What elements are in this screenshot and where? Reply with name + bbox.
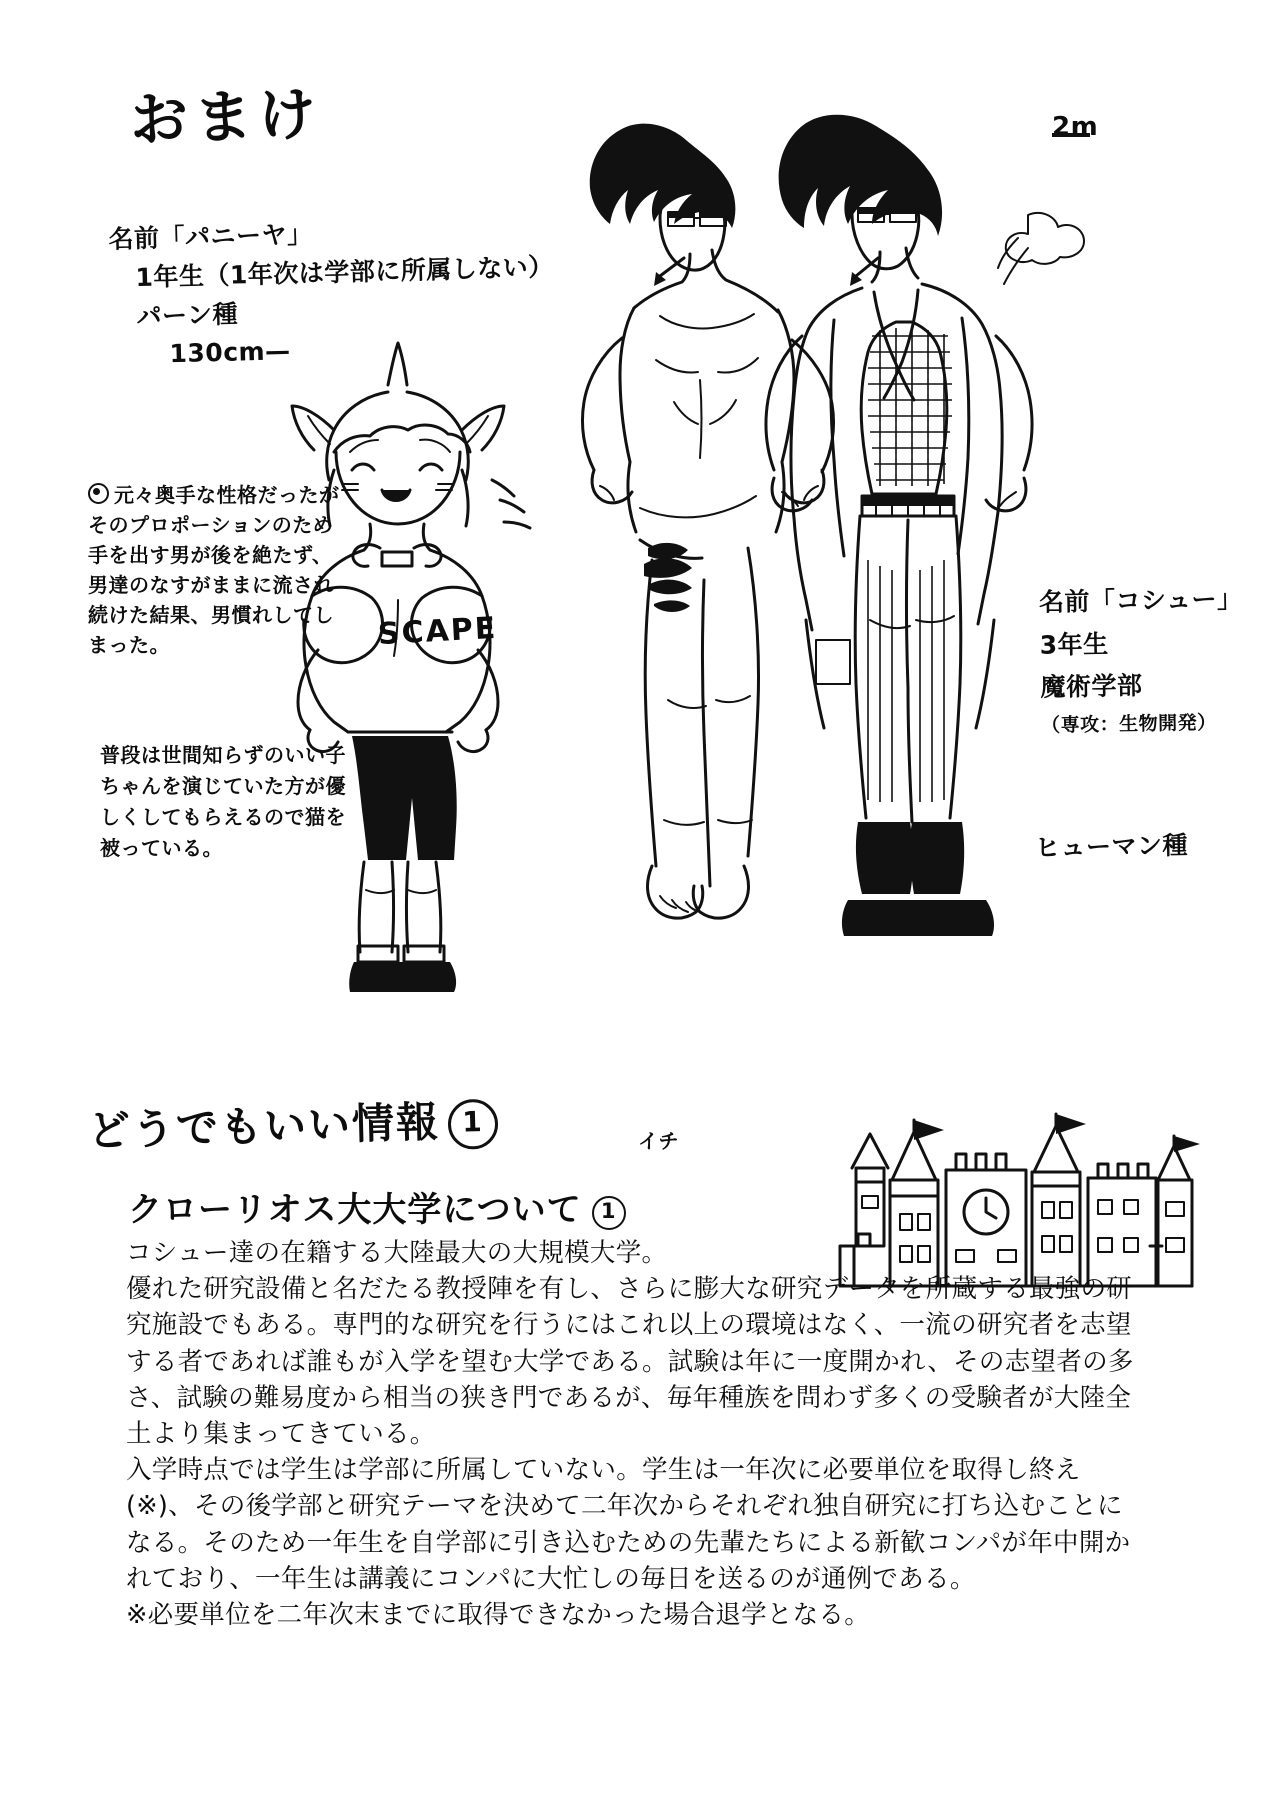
shirt-logo-text: SCAPE xyxy=(377,610,499,653)
smoke-drawing xyxy=(998,213,1084,284)
koshu-race: ヒューマン種 xyxy=(1034,830,1189,863)
pania-name: 名前「パニーヤ」 xyxy=(108,219,313,254)
koshu-stat-block xyxy=(1039,578,1245,741)
section-heading xyxy=(87,1093,498,1160)
koshu-major: （専攻：生物開発） xyxy=(1040,711,1217,737)
page-title: おまけ xyxy=(128,79,324,155)
pania-description-personality-text: 元々奥手な性格だったがそのプロポーションのため手を出す男が後を絶たず、男達のなすがままに流され続けた結果、男慣れしてしまった。 xyxy=(88,483,340,657)
article-paragraph: コシュー達の在籍する大陸最大の大規模大学。 xyxy=(126,1238,668,1268)
pania-description-behavior: 普段は世間知らずのいい子ちゃんを演じていた方が優しくしてもらえるので猫を被っている。 xyxy=(100,743,346,860)
pania-race: パーン種 xyxy=(136,298,239,331)
bullet-icon xyxy=(88,483,109,504)
scale-marker-label: 2m xyxy=(1052,112,1099,142)
article-title-number: 1 xyxy=(592,1196,626,1230)
koshu-character-drawing xyxy=(766,115,1032,936)
scale-marker-line xyxy=(1052,133,1090,137)
article-paragraph: ※必要単位を二年次末までに取得できなかった場合退学となる。 xyxy=(126,1600,871,1631)
section-heading-text: どうでもいい情報 xyxy=(87,1097,441,1156)
pania-description-personality xyxy=(88,480,348,660)
article-title xyxy=(128,1182,626,1231)
nude-male-character-drawing xyxy=(582,124,833,918)
koshu-year: 3年生 xyxy=(1039,629,1109,660)
pania-height: 130cm— xyxy=(169,336,291,369)
article-paragraph: 入学時点では学生は学部に所属していない。学生は一年次に必要単位を取得し終え(※)、その後学部と研究テーマを決めて二年次からそれぞれ独自研究に打ち込むことになる。そのため一年生を自学部に引き込むための先輩たちによる新歓コンパが年中開かれており、一年生は講義にコンパに大忙しの毎日を送るのが通例である。 xyxy=(126,1455,1131,1594)
article-paragraph: 優れた研究設備と名だたる教授陣を有し、さらに膨大な研究データを所蔵する最強の研究施設でもある。専門的な研究を行うにはこれ以上の環境はなく、一流の研究者を志望する者であれば誰もが入学を望む大学である。試験は年に一度開かれ、その志望者の多さ、試験の難易度から相当の狭き門であるが、毎年種族を問わず多くの受験者が大陸全土より集まってきている。 xyxy=(126,1274,1134,1450)
section-heading-number: 1 xyxy=(447,1099,498,1150)
article-title-text: クローリオス大大学について xyxy=(128,1190,582,1230)
koshu-faculty: 魔術学部 xyxy=(1040,670,1143,702)
article-body xyxy=(126,1235,1144,1633)
pania-stat-block xyxy=(108,209,556,376)
section-heading-ruby: イチ xyxy=(638,1129,679,1153)
pania-year: 1年生（1年次は学部に所属しない） xyxy=(135,251,555,292)
pania-character-drawing xyxy=(292,343,530,992)
koshu-name: 名前「コシュー」 xyxy=(1038,584,1243,617)
